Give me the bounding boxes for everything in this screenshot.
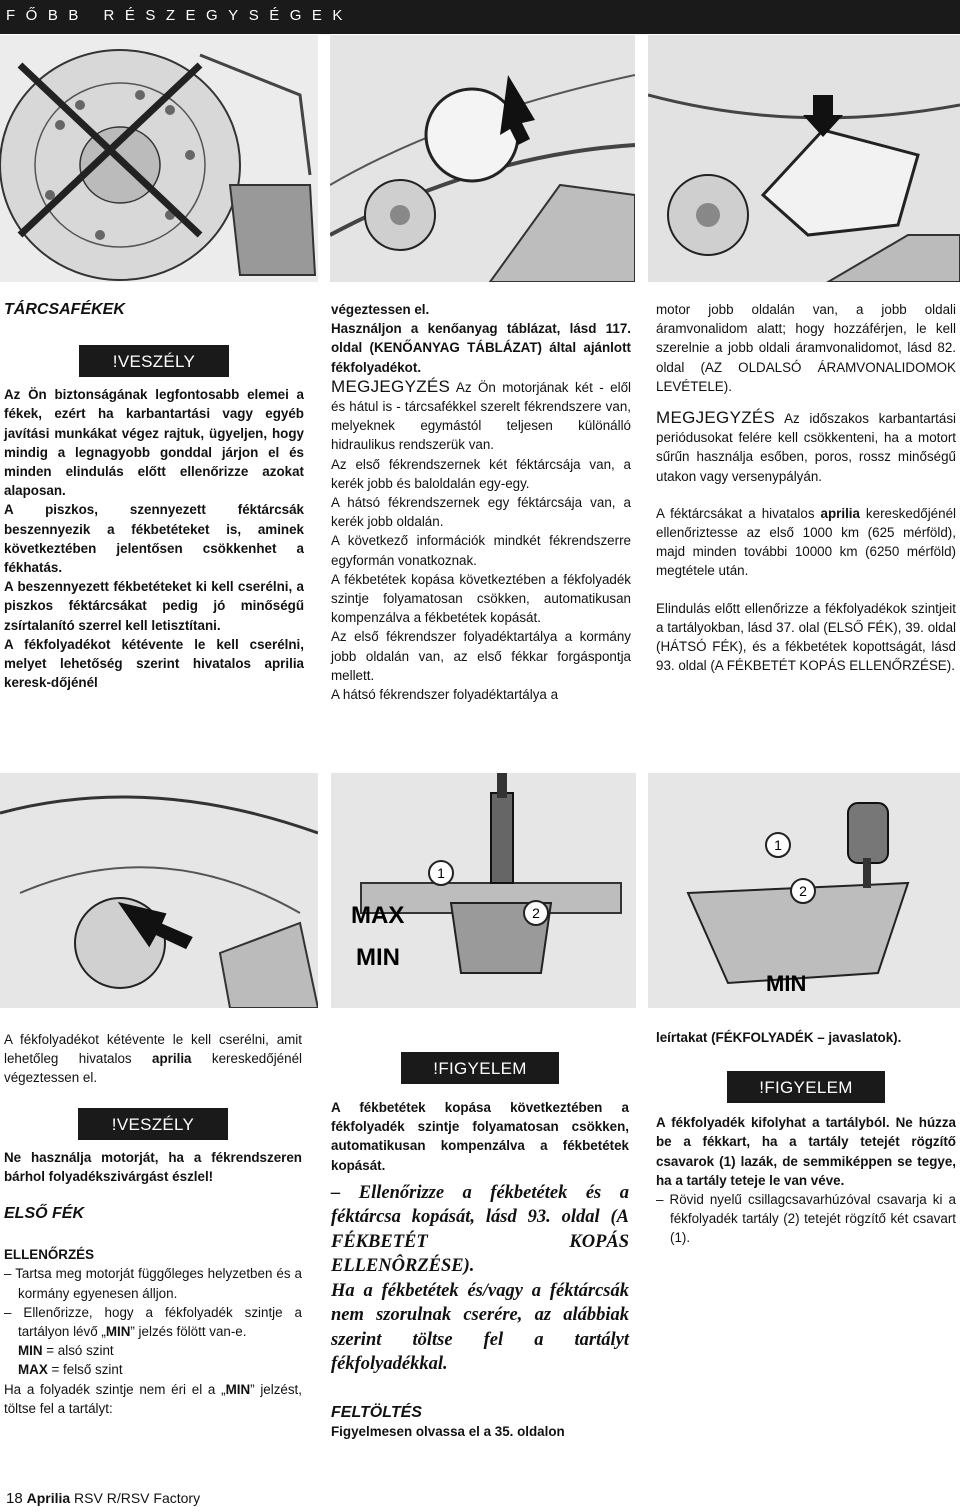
danger-paragraph: Az Ön biztonságának legfontosabb elemei a fékek, ezért ha karbantartási vagy egyéb javítási munkákat végez rajtuk, ügyeljen, hogy mindig a legnagyobb gonddal járjon el és minden elindulás előtt ellenőrizze azokat alaposan. [4, 387, 304, 499]
step-item: – Tartsa meg motorját függőleges helyzetben és a kormány egyenesen álljon. [4, 1266, 302, 1301]
text-run: ” jelzést, töltse fel a tartályt: [4, 1381, 302, 1416]
max-label: MAX [351, 902, 405, 929]
paragraph: motor jobb oldalán van, a jobb oldali áramvonalidom alatt; hogy hozzáférjen, le kell szerelnie a jobb oldali áramvonalidomot, lásd 82. oldal (AZ OLDALSÓ ÁRAMVONALIDOMOK LEVÉTELE). [656, 302, 956, 394]
attention-note: Ha a fékbetétek és/vagy a féktárcsák nem szorulnak cserére, az alábbiak szerint töltse fel a tartályt fékfolyadékkal. [331, 1280, 629, 1375]
page-footer [6, 1490, 200, 1507]
danger-paragraph: Ne használja motorját, ha a fékrendszeren bárhol folyadékszivárgást észlel! [4, 1149, 302, 1184]
figure-front-brake-location [0, 773, 318, 1008]
note-label: MEGJEGYZÉS [331, 376, 451, 396]
step-item: – Rövid nyelű csillagcsavarhúzóval csavarja ki a fékfolyadék tartály (2) tetejét rögzítő két csavart (1). [656, 1192, 956, 1246]
page-header [0, 0, 960, 34]
note-label: MEGJEGYZÉS [656, 408, 776, 428]
text-run: = felső szint [47, 1362, 123, 1378]
callout-1: 1 [437, 865, 445, 881]
model-name: RSV R/RSV Factory [74, 1490, 201, 1506]
section1-right-column [656, 300, 956, 675]
paragraph [4, 1380, 302, 1418]
attention-box-title: !FIGYELEM [727, 1071, 885, 1103]
max-keyword: MAX [18, 1362, 48, 1378]
text-run: = alsó szint [42, 1343, 114, 1359]
attention-paragraph: A fékfolyadék kifolyhat a tartályból. Ne húzza be a fékkart, ha a tartály tetejét rögzítő csavarok (1) lazák, de semmiképpen se tegye, ha a tartály teteje le van véve. [656, 1115, 956, 1188]
section1-left-column [4, 300, 304, 692]
paragraph: végeztessen el. [331, 302, 430, 317]
header-title: FŐBB RÉSZEGYSÉGEK [6, 7, 353, 24]
paragraph: leírtakat (FÉKFOLYADÉK – javaslatok). [656, 1030, 902, 1045]
danger-box-title: !VESZÉLY [78, 1108, 228, 1140]
section2-left-column [4, 1030, 302, 1418]
paragraph: A következő információk mindkét fékrendszerre egyformán vonatkoznak. [331, 533, 631, 568]
min-label: MIN [356, 944, 400, 971]
figure-reservoir-cap-screws [648, 773, 960, 1008]
note-paragraph [331, 377, 631, 455]
text-run: Ha a folyadék szintje nem éri el a „ [4, 1381, 226, 1397]
step-item [4, 1303, 302, 1341]
attention-paragraph: A fékbetétek kopása következtében a fékfolyadék szintje folyamatosan csökken, automatikusan kompenzálva a fékbetétek kopását. [331, 1100, 629, 1173]
brand-name: aprilia [820, 505, 860, 521]
min-keyword: MIN [225, 1381, 251, 1397]
callout-1: 1 [774, 837, 782, 853]
paragraph: Használjon a kenőanyag táblázat, lásd 117. oldal (KENŐANYAG TÁBLÁZAT) által ajánlott fékfolyadékot. [331, 321, 631, 375]
legend-max [4, 1360, 302, 1379]
heading-disc-brakes: TÁRCSAFÉKEK [4, 301, 125, 318]
danger-box-title: !VESZÉLY [79, 345, 229, 377]
paragraph: A hátsó fékrendszernek egy féktárcsája van, a kerék jobb oldalán. [331, 495, 631, 530]
brand-name: aprilia [152, 1051, 192, 1067]
callout-2: 2 [799, 883, 807, 899]
danger-paragraph: A piszkos, szennyezett féktárcsák beszennyezik a fékbetéteket is, aminek következtében jelentősen csökkenhet a fékhatás. [4, 502, 304, 576]
brand: Aprilia [26, 1490, 71, 1506]
paragraph: Az első fékrendszer folyadéktartálya a kormány jobb oldalán van, az első fékkar forgáspontja mellett. [331, 629, 631, 683]
figure-rear-reservoir [648, 35, 960, 282]
figure-front-reservoir [330, 35, 635, 282]
paragraph: Figyelmesen olvassa el a 35. oldalon [331, 1424, 565, 1440]
section2-middle-column [331, 1052, 629, 1441]
danger-paragraph: A fékfolyadékot kétévente le kell cserélni, melyet lehetőség szerint hivatalos aprilia keresk-dőjénél [4, 636, 304, 691]
text-run: A féktárcsákat a hivatalos [656, 505, 821, 521]
note-paragraph [656, 408, 956, 486]
min-keyword: MIN [18, 1343, 43, 1359]
heading-filling: FELTÖLTÉS [331, 1403, 422, 1421]
paragraph: Elindulás előtt ellenőrizze a fékfolyadékok szintjeit a tartályokban, lásd 37. olal (ELSŐ FÉK), 39. oldal (HÁTSÓ FÉK), és a fékbetétek kopottságát, lásd 93. oldal (A FÉKBETÉT KOPÁS ELLENŐRZÉSE). [656, 600, 956, 674]
paragraph [656, 504, 956, 581]
paragraph: A hátsó fékrendszer folyadéktartálya a [331, 687, 559, 703]
text-run: – Ellenőrizze, hogy a fékfolyadék szintje a tartályon lévő „ [4, 1304, 302, 1340]
figure-brake-disc [0, 35, 318, 282]
text-run: kereskedőjénél ellenőriztesse az első 1000 km (625 mérföld), majd minden további 10000 km (6250 mérföld) megtétele után. [656, 505, 956, 579]
text-run: kereskedőjénél végeztessen el. [4, 1051, 302, 1086]
page-number: 18 [6, 1490, 23, 1507]
section2-right-column [656, 1028, 956, 1248]
attention-step: – Ellenőrizze a fékbetétek és a féktárcsa kopását, lásd 93. oldal (A FÉKBETÉT KOPÁS ELLENÔRZÉSE). [331, 1182, 629, 1277]
heading-front-brake: ELSŐ FÉK [4, 1205, 85, 1223]
note-text: Az időszakos karbantartási periódusokat felére kell csökkenteni, ha a motort sűrűn használja esőben, poros, rossz minőségű utakon vagy versenypályán. [656, 411, 956, 484]
heading-check: ELLENŐRZÉS [4, 1247, 95, 1263]
min-keyword: MIN [105, 1324, 131, 1340]
paragraph: A fékbetétek kopása következtében a fékfolyadék szintje folyamatosan csökken, automatikusan kompenzálva a fékbetétek kopását. [331, 571, 631, 626]
paragraph [4, 1030, 302, 1088]
paragraph: Az első fékrendszernek két féktárcsája van, a kerék jobb és baloldalán egy-egy. [331, 456, 631, 491]
text-run: A fékfolyadékot kétévente le kell cserélni, amit lehetőleg hivatalos [4, 1032, 302, 1067]
callout-2: 2 [532, 905, 540, 921]
attention-box-title: !FIGYELEM [401, 1052, 559, 1084]
danger-paragraph: A beszennyezett fékbetéteket ki kell cserélni, a piszkos féktárcsákat pedig jó minőségű zsírtalanító szerrel kell letisztítani. [4, 579, 304, 633]
note-text: Az Ön motorjának két - elől és hátul is - tárcsafékkel szerelt fékrendszere van, melyeknek egymástól teljesen különálló hidraulikus rendszerük van. [331, 379, 631, 453]
text-run: ” jelzés fölött van-e. [130, 1324, 247, 1340]
section1-middle-column [331, 300, 631, 704]
min-label: MIN [766, 971, 807, 996]
legend-min [4, 1341, 302, 1360]
figure-reservoir-max-min [331, 773, 636, 1008]
